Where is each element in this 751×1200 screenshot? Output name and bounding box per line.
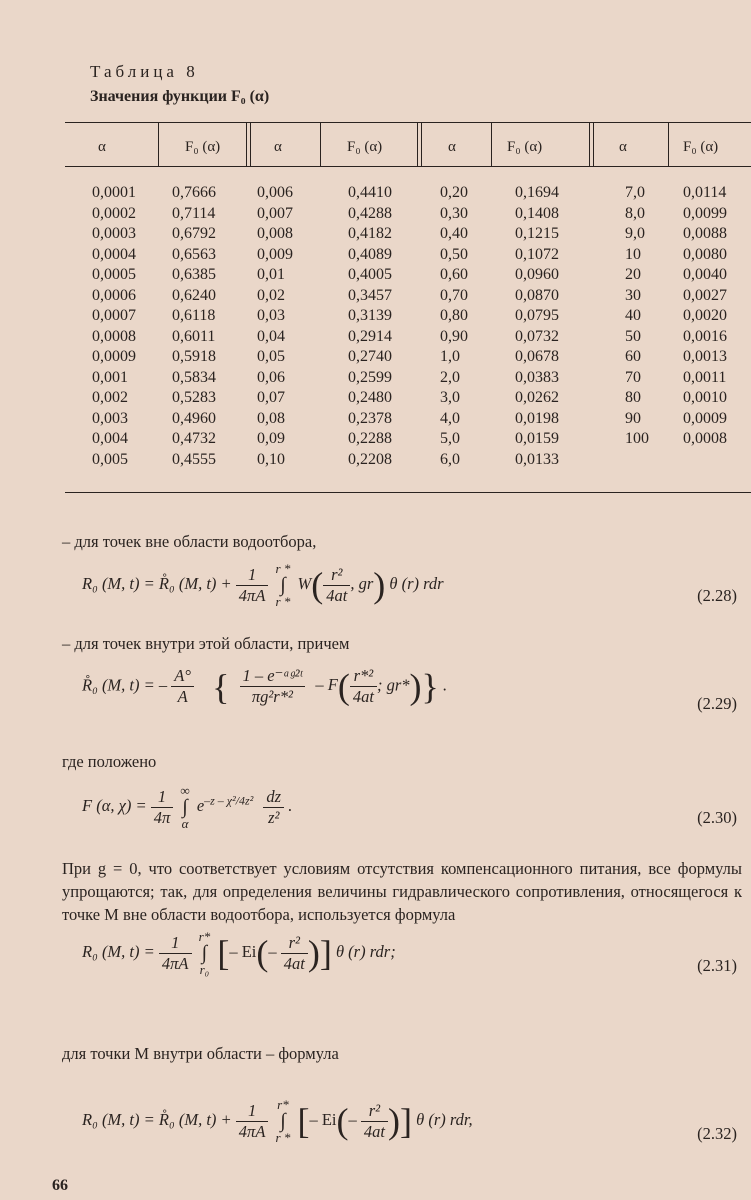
table-cell: 0,0001 <box>92 184 136 201</box>
eq-lhs: R₀ (M, t) = <box>82 941 159 961</box>
table-cell: 100 <box>625 430 649 447</box>
table-cell: 0,40 <box>440 225 468 242</box>
table-cell: 3,0 <box>440 389 460 406</box>
eq-numerator: 1 <box>159 933 192 954</box>
eq-denominator: 4πA <box>161 953 189 973</box>
equation-number: (2.31) <box>697 956 737 975</box>
table-cell: 0,0016 <box>683 327 727 345</box>
table-cell: 0,1408 <box>515 204 559 222</box>
table-cell: 0,2378 <box>348 409 392 427</box>
eq-denominator: 4at <box>352 687 374 706</box>
table-cell: 6,0 <box>440 450 460 468</box>
table-cell: 0,1215 <box>515 225 559 242</box>
column-divider <box>158 122 159 167</box>
table-cell: 0,50 <box>440 245 468 263</box>
table-cell: 80 <box>625 389 641 406</box>
table-cell: 0,0678 <box>515 348 559 365</box>
eq-lhs: R₀ (M, t) = R̊₀ (M, t) + <box>82 1109 236 1129</box>
table-cell: 70 <box>625 368 641 386</box>
table-cell: 0,0088 <box>683 225 727 242</box>
table-cell: 0,0198 <box>515 409 559 427</box>
eq-denominator: 4at <box>326 585 348 605</box>
table-cell: 0,0732 <box>515 327 559 345</box>
integral-upper: r* <box>198 929 211 944</box>
eq-fraction <box>281 933 308 974</box>
table-cell: 0,2740 <box>348 348 392 365</box>
table-cell: 0,6385 <box>172 266 216 283</box>
table-cell: 0,1072 <box>515 245 559 263</box>
integral-upper: r * <box>275 561 291 576</box>
table-cell: 0,0005 <box>92 266 136 283</box>
table-cell: 0,03 <box>257 307 285 324</box>
eq-denominator: 4π <box>153 807 171 827</box>
eq-denominator: πg²r*² <box>251 687 293 706</box>
table-cell: 0,6563 <box>172 245 216 263</box>
table-cell: 0,7114 <box>172 204 216 222</box>
table-cell: 0,0099 <box>683 204 727 222</box>
table-cell: 7,0 <box>625 184 645 201</box>
table-cell: 0,3457 <box>348 286 392 304</box>
page-number: 66 <box>52 1177 68 1194</box>
column-divider <box>320 122 321 167</box>
table-cell: 0,4410 <box>348 184 392 201</box>
eq-lhs: R₀ (M, t) = R̊₀ (M, t) + <box>82 573 236 593</box>
eq-exp-base: e <box>196 795 205 815</box>
integral-sign: r* ∫ r * <box>275 1097 291 1145</box>
table-cell: 0,0004 <box>92 245 136 263</box>
table-cell: 0,0383 <box>515 368 559 386</box>
table-cell: 0,006 <box>257 184 293 201</box>
eq-fraction <box>236 565 269 606</box>
table-cell: 0,09 <box>257 430 285 447</box>
table-cell: 0,4555 <box>172 450 216 468</box>
equation-number: (2.32) <box>697 1124 737 1143</box>
table-cell: 0,04 <box>257 327 285 345</box>
eq-fraction <box>151 787 174 828</box>
table-cell: 0,6240 <box>172 286 216 304</box>
table-cell: 0,70 <box>440 286 468 304</box>
eq-denominator: 4πA <box>238 585 266 605</box>
table-cell: 0,6011 <box>172 327 216 345</box>
equation-2-32: R₀ (M, t) = R̊₀ (M, t) + $\frac{1}{4\pi A}$ r* ∫ r * [– Ei(– $\frac{\text{r²}}{4at}$ )] θ (r) rdr, <box>82 1097 473 1145</box>
paragraph-1: – для точек вне области водоотбора, <box>62 532 317 551</box>
integral-lower: r * <box>275 1130 291 1145</box>
equation-number: (2.30) <box>697 808 737 827</box>
equation-2-30: F (α, χ) = $\frac{1}{4\pi}$ ∞ ∫ α $e^{-z - \chi^2/4z^2}$ $\frac{dz}{\text{z²}}$ . <box>82 783 293 831</box>
eq-ei: – Ei <box>309 1109 337 1129</box>
eq-numerator: A° <box>171 666 194 687</box>
table-cell: 0,009 <box>257 245 293 263</box>
table-cell: 0,0795 <box>515 307 559 324</box>
table-column <box>92 183 136 470</box>
table-header-rule <box>65 166 751 167</box>
eq-fraction <box>240 666 306 707</box>
eq-fraction <box>159 933 192 974</box>
table-cell: 0,08 <box>257 409 285 427</box>
column-divider <box>668 122 669 167</box>
table-cell: 0,10 <box>257 450 285 468</box>
equation-number: (2.28) <box>697 586 737 605</box>
table-cell: 0,5918 <box>172 348 216 365</box>
eq-tail: θ (r) rdr; <box>335 941 396 961</box>
equation-2-29: R̊₀ (M, t) = – $\frac{A^\circ}{A}$ { $\frac{\text{1 – e⁻ᵃᵍ²ᵗ}}{\text{πg²r*²}}$ – F( $\frac{\text{r*²}}{4at}$ ; gr*)} . <box>82 666 448 707</box>
integral-upper: r* <box>277 1097 289 1112</box>
eq-denominator: 4at <box>283 953 305 973</box>
table-cell: 20 <box>625 266 641 283</box>
integral-upper: ∞ <box>180 783 190 798</box>
table-cell: 0,002 <box>92 389 128 406</box>
table-cell: 0,6792 <box>172 225 216 242</box>
eq-lhs: F (α, χ) = <box>82 795 151 815</box>
table-cell: 0,0011 <box>683 368 727 386</box>
table-cell: 0,005 <box>92 450 128 468</box>
table-cell: 0,0262 <box>515 389 559 406</box>
table-cell: 0,007 <box>257 204 293 222</box>
eq-numerator: 1 – e⁻ᵃᵍ²ᵗ <box>240 666 306 687</box>
table-cell: 0,0080 <box>683 245 727 263</box>
eq-fraction <box>323 565 350 606</box>
table-cell: 0,001 <box>92 368 128 386</box>
eq-arg-tail: ; gr* <box>376 675 410 695</box>
table-cell: 0,0003 <box>92 225 136 242</box>
eq-fraction <box>171 666 194 707</box>
table-cell: 0,01 <box>257 266 285 283</box>
table-cell: 0,0006 <box>92 286 136 304</box>
table-cell: 0,0009 <box>683 409 727 427</box>
table-cell: 1,0 <box>440 348 460 365</box>
column-divider <box>491 122 492 167</box>
table-cell: 0,60 <box>440 266 468 283</box>
table-cell: 8,0 <box>625 204 645 222</box>
table-cell: 0,4732 <box>172 430 216 447</box>
table-cell: 0,004 <box>92 430 128 447</box>
integral-sign: r* ∫ r₀ <box>198 929 211 977</box>
eq-denominator: 4at <box>363 1121 385 1141</box>
table-cell: 0,0159 <box>515 430 559 447</box>
table-cell: 0,06 <box>257 368 285 386</box>
eq-numerator: 1 <box>236 1101 269 1122</box>
table-cell: 0,4182 <box>348 225 392 242</box>
header-cell: α <box>274 139 282 155</box>
table-cell: 0,2208 <box>348 450 392 468</box>
table-title: Значения функции F₀ (α) <box>90 88 270 105</box>
table-cell: 0,90 <box>440 327 468 345</box>
eq-numerator: r*² <box>350 666 377 687</box>
table-cell: 0,0114 <box>683 184 727 201</box>
table-bottom-rule <box>65 492 751 493</box>
table-cell: 0,05 <box>257 348 285 365</box>
table-cell: 0,0008 <box>92 327 136 345</box>
table-cell: 0,2599 <box>348 368 392 386</box>
table-cell: 2,0 <box>440 368 460 386</box>
table-cell: 0,0133 <box>515 450 559 468</box>
header-cell: F₀ (α) <box>347 139 383 155</box>
table-cell: 0,30 <box>440 204 468 222</box>
table-cell: 0,2480 <box>348 389 392 406</box>
table-cell: 0,0008 <box>683 430 727 447</box>
eq-numerator: 1 <box>236 565 269 586</box>
table-cell: 0,0007 <box>92 307 136 324</box>
header-cell: F₀ (α) <box>507 139 543 155</box>
table-cell: 5,0 <box>440 430 460 447</box>
table-cell: 0,0002 <box>92 204 136 222</box>
header-cell: α <box>98 139 106 155</box>
integral-lower: r * <box>275 594 291 609</box>
table-cell: 0,0960 <box>515 266 559 283</box>
table-column <box>440 183 468 470</box>
eq-mid: – F <box>315 675 338 695</box>
header-cell: α <box>619 139 627 155</box>
table-cell: 50 <box>625 327 641 345</box>
paragraph-4: При g = 0, что соответствует условиям отсутствия компенсационного питания, все формулы упрощаются; так, для определения величины гидравлического сопротивления, относящегося к точке M вне области водоотбора, используется формула <box>62 859 742 924</box>
eq-arg-tail: , gr <box>350 573 374 593</box>
table-column <box>683 183 727 450</box>
eq-numerator: r² <box>281 933 308 954</box>
eq-function: W <box>297 573 312 593</box>
integral-lower: α <box>181 816 189 831</box>
table-cell: 0,6118 <box>172 307 216 324</box>
eq-fraction <box>263 787 284 828</box>
eq-fraction <box>236 1101 269 1142</box>
header-cell: F₀ (α) <box>185 139 221 155</box>
table-cell: 0,2914 <box>348 327 392 345</box>
integral-sign: r * ∫ r * <box>275 561 291 609</box>
table-cell: 0,0020 <box>683 307 727 324</box>
paragraph-2: – для точек внутри этой области, причем <box>62 634 350 653</box>
eq-numerator: dz <box>263 787 284 808</box>
table-cell: 4,0 <box>440 409 460 427</box>
table-caption: Таблица 8 <box>90 62 199 81</box>
eq-numerator: r² <box>323 565 350 586</box>
table-cell: 0,4005 <box>348 266 392 283</box>
table-column <box>348 183 392 470</box>
table-cell: 0,0010 <box>683 389 727 406</box>
column-divider <box>246 122 251 167</box>
table-cell: 40 <box>625 307 641 324</box>
integral-lower: r₀ <box>199 962 210 977</box>
table-cell: 9,0 <box>625 225 645 242</box>
table-column <box>257 183 293 470</box>
table-column <box>515 183 559 470</box>
eq-denominator: A <box>177 687 188 706</box>
table-cell: 0,1694 <box>515 184 559 201</box>
table-column <box>625 183 649 450</box>
table-cell: 0,008 <box>257 225 293 242</box>
table-cell: 0,4960 <box>172 409 216 427</box>
eq-numerator: 1 <box>151 787 174 808</box>
table-cell: 0,2288 <box>348 430 392 447</box>
table-cell: 0,0040 <box>683 266 727 283</box>
eq-numerator: r² <box>361 1101 388 1122</box>
paragraph-5: для точки M внутри области – формула <box>62 1044 339 1063</box>
table-cell: 0,20 <box>440 184 468 201</box>
table-column <box>172 183 216 470</box>
eq-tail: θ (r) rdr <box>389 573 444 593</box>
table-cell: 0,3139 <box>348 307 392 324</box>
table-cell: 0,07 <box>257 389 285 406</box>
eq-ei: – Ei <box>229 941 257 961</box>
table-top-rule <box>65 122 751 123</box>
table-cell: 0,0027 <box>683 286 727 304</box>
table-cell: 0,0009 <box>92 348 136 365</box>
eq-fraction <box>361 1101 388 1142</box>
table-cell: 0,80 <box>440 307 468 324</box>
equation-number: (2.29) <box>697 694 737 713</box>
table-cell: 0,5834 <box>172 368 216 386</box>
eq-denominator: z² <box>268 807 280 827</box>
table-cell: 0,02 <box>257 286 285 304</box>
equation-2-28: R₀ (M, t) = R̊₀ (M, t) + $\frac{1}{4\pi A}$ r * ∫ r * W( $\frac{\text{r²}}{4at}$ , gr) θ (r) rdr <box>82 561 444 609</box>
header-cell: α <box>448 139 456 155</box>
table-cell: 0,003 <box>92 409 128 427</box>
table-cell: 0,4288 <box>348 204 392 222</box>
table-cell: 0,0870 <box>515 286 559 304</box>
table-cell: 90 <box>625 409 641 427</box>
eq-fraction <box>350 666 377 707</box>
header-cell: F₀ (α) <box>683 139 719 155</box>
column-divider <box>589 122 594 167</box>
eq-denominator: 4πA <box>238 1121 266 1141</box>
equation-2-31: R₀ (M, t) = $\frac{1}{4\pi A}$ r* ∫ r₀ [– Ei(– $\frac{\text{r²}}{4at}$ )] θ (r) rdr; <box>82 929 396 977</box>
table-cell: 30 <box>625 286 641 304</box>
table-cell: 0,4089 <box>348 245 392 263</box>
table-cell: 0,7666 <box>172 184 216 201</box>
table-cell: 0,0013 <box>683 348 727 365</box>
table-cell: 10 <box>625 245 641 263</box>
integral-sign: ∞ ∫ α <box>180 783 190 831</box>
eq-lhs: R̊₀ (M, t) = – <box>82 675 168 695</box>
eq-tail: θ (r) rdr, <box>416 1109 473 1129</box>
table-cell: 0,5283 <box>172 389 216 406</box>
column-divider <box>417 122 422 167</box>
paragraph-3: где положено <box>62 752 157 771</box>
eq-exponent: –z – χ²/4z² <box>204 793 254 808</box>
table-cell: 60 <box>625 348 641 365</box>
